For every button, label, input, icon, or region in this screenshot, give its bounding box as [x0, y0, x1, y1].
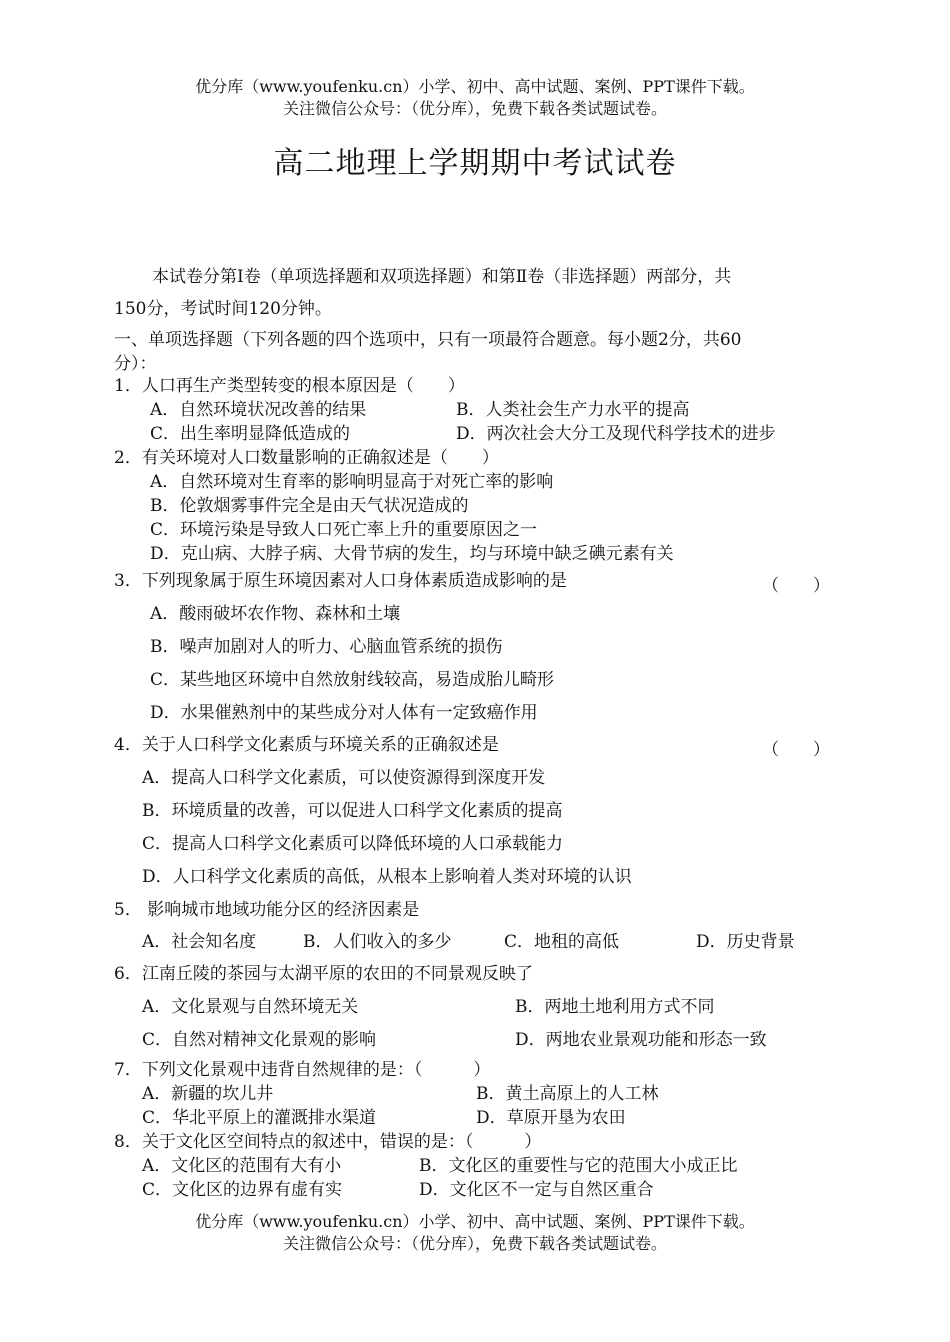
- intro-line-2: 150分，考试时间120分钟。: [114, 299, 332, 319]
- question-7-option-a: A．新疆的坎儿井: [142, 1084, 274, 1104]
- question-7-stem: 7．下列文化景观中违背自然规律的是：（ ）: [114, 1060, 491, 1080]
- question-8-option-b: B．文化区的重要性与它的范围大小成正比: [419, 1156, 738, 1176]
- header-line-2: 关注微信公众号：（优分库），免费下载各类试题试卷。: [282, 99, 667, 118]
- section-heading-line-1: 一、单项选择题（下列各题的四个选项中，只有一项最符合题意。每小题2分，共60: [114, 330, 742, 350]
- question-4-option-d: D．人口科学文化素质的高低，从根本上影响着人类对环境的认识: [142, 867, 632, 887]
- question-2-option-b: B．伦敦烟雾事件完全是由天气状况造成的: [150, 496, 469, 516]
- question-4-option-a: A．提高人口科学文化素质，可以使资源得到深度开发: [142, 768, 546, 788]
- question-1-option-c: C．出生率明显降低造成的: [150, 424, 351, 444]
- question-8-option-a: A．文化区的范围有大有小: [142, 1156, 342, 1176]
- question-3-option-d: D．水果催熟剂中的某些成分对人体有一定致癌作用: [150, 703, 538, 723]
- question-3-stem: 3．下列现象属于原生环境因素对人口身体素质造成影响的是: [114, 571, 567, 591]
- question-5-option-d: D．历史背景: [696, 932, 795, 952]
- question-6-stem: 6．江南丘陵的茶园与太湖平原的农田的不同景观反映了: [114, 964, 533, 984]
- question-2-stem: 2．有关环境对人口数量影响的正确叙述是（ ）: [114, 448, 499, 468]
- question-7-option-b: B．黄土高原上的人工林: [476, 1084, 659, 1104]
- footer-line-2: 关注微信公众号：（优分库），免费下载各类试题试卷。: [282, 1234, 667, 1253]
- question-4-option-c: C．提高人口科学文化素质可以降低环境的人口承载能力: [142, 834, 564, 854]
- section-heading-line-2: 分）：: [114, 354, 157, 374]
- question-7-option-c: C．华北平原上的灌溉排水渠道: [142, 1108, 377, 1128]
- page-title: 高二地理上学期期中考试试卷: [273, 146, 677, 181]
- question-3-option-c: C．某些地区环境中自然放射线较高，易造成胎儿畸形: [150, 670, 555, 690]
- question-4-option-b: B．环境质量的改善，可以促进人口科学文化素质的提高: [142, 801, 563, 821]
- footer-line-1: 优分库（www.youfenku.cn）小学、初中、高中试题、案例、PPT课件下载。: [195, 1212, 755, 1231]
- question-8-option-d: D．文化区不一定与自然区重合: [419, 1180, 654, 1200]
- question-6-option-a: A．文化景观与自然环境无关: [142, 997, 359, 1017]
- question-5-option-b: B．人们收入的多少: [303, 932, 452, 952]
- question-5-option-a: A．社会知名度: [142, 932, 257, 952]
- intro-line-1: 本试卷分第Ⅰ卷（单项选择题和双项选择题）和第Ⅱ卷（非选择题）两部分，共: [152, 267, 732, 287]
- question-2-option-c: C．环境污染是导致人口死亡率上升的重要原因之一: [150, 520, 538, 540]
- question-6-option-c: C．自然对精神文化景观的影响: [142, 1030, 377, 1050]
- question-1-option-d: D．两次社会大分工及现代科学技术的进步: [456, 424, 776, 444]
- question-1-option-a: A．自然环境状况改善的结果: [150, 400, 367, 420]
- question-5-option-c: C．地租的高低: [504, 932, 620, 952]
- question-3-option-a: A．酸雨破坏农作物、森林和土壤: [150, 604, 401, 624]
- question-8-option-c: C．文化区的边界有虚有实: [142, 1180, 343, 1200]
- question-6-option-d: D．两地农业景观功能和形态一致: [515, 1030, 767, 1050]
- question-3-option-b: B．噪声加剧对人的听力、心脑血管系统的损伤: [150, 637, 503, 657]
- question-4-stem: 4．关于人口科学文化素质与环境关系的正确叙述是: [114, 735, 499, 755]
- question-6-option-b: B．两地土地利用方式不同: [515, 997, 715, 1017]
- question-1-option-b: B．人类社会生产力水平的提高: [456, 400, 690, 420]
- question-3-answer-paren: （ ）: [762, 576, 830, 596]
- question-1-stem: 1．人口再生产类型转变的根本原因是（ ）: [114, 376, 465, 396]
- question-4-answer-paren: （ ）: [762, 740, 830, 760]
- question-7-option-d: D．草原开垦为农田: [476, 1108, 626, 1128]
- question-8-stem: 8．关于文化区空间特点的叙述中，错误的是：（ ）: [114, 1132, 542, 1152]
- question-2-option-a: A．自然环境对生育率的影响明显高于对死亡率的影响: [150, 472, 554, 492]
- question-5-stem: 5． 影响城市地域功能分区的经济因素是: [114, 900, 420, 920]
- header-line-1: 优分库（www.youfenku.cn）小学、初中、高中试题、案例、PPT课件下载。: [195, 77, 755, 96]
- question-2-option-d: D．克山病、大脖子病、大骨节病的发生，均与环境中缺乏碘元素有关: [150, 544, 674, 564]
